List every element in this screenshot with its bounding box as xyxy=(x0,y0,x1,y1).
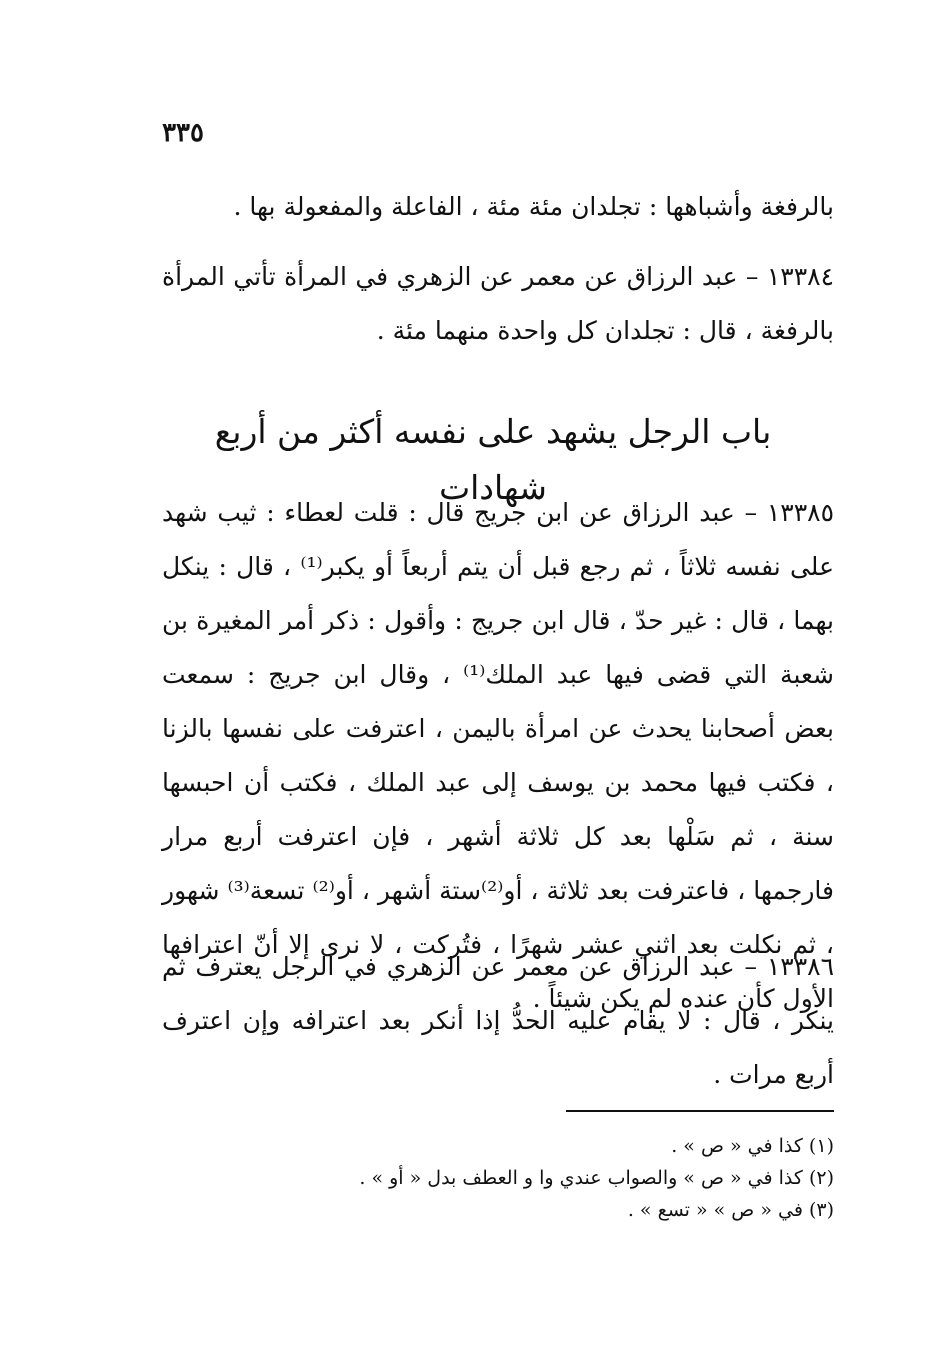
footnote-divider xyxy=(566,1110,834,1112)
footnotes xyxy=(162,1130,834,1226)
footnote-2: (٢) كذا في « ص » والصواب عندي وا و العطف بدل « أو » . xyxy=(359,1167,834,1189)
paragraph-hadith-13385: ١٣٣٨٥ – عبد الرزاق عن ابن جريج قال : قلت لعطاء : ثيب شهد على نفسه ثلاثاً ، ثم رجع قبل أن يتم أربعاً أو يكبر⁽¹⁾ ، قال : ينكل بهما ، قال : غير حدّ ، قال ابن جريج : وأقول : ذكر أمر المغيرة بن شعبة التي قضى فيها عبد الملك⁽¹⁾ ، وقال ابن جريج : سمعت بعض أصحابنا يحدث عن امرأة باليمن ، اعترفت على نفسها بالزنا ، فكتب فيها محمد بن يوسف إلى عبد الملك ، فكتب أن احبسها سنة ، ثم سَلْها بعد كل ثلاثة أشهر ، فإن اعترفت أربع مرار فارجمها ، فاعترفت بعد ثلاثة ، أو⁽²⁾ستة أشهر ، أو⁽²⁾ تسعة⁽³⁾ شهور ، ثم نكلت بعد اثني عشر شهرًا ، فتُركت ، لا نرى إلا أنّ اعترافها الأول كأن عنده لم يكن شيئاً . xyxy=(162,498,834,1013)
paragraph-hadith-13386: ١٣٣٨٦ – عبد الرزاق عن معمر عن الزهري في الرجل يعترف ثم ينكر ، قال : لا يقام عليه الحدُّ إذا أنكر بعد اعترافه وإن اعترف أربع مرات . xyxy=(162,952,834,1089)
footnote-3: (٣) في « ص » « تسع » . xyxy=(627,1199,834,1221)
paragraph-continuation: بالرفغة وأشباهها : تجلدان مئة مئة ، الفاعلة والمفعولة بها . xyxy=(233,192,834,221)
chapter-heading: باب الرجل يشهد على نفسه أكثر من أربع شهادات xyxy=(214,412,772,507)
footnote-1: (١) كذا في « ص » . xyxy=(671,1135,834,1157)
paragraph-hadith-13384: ١٣٣٨٤ – عبد الرزاق عن معمر عن الزهري في المرأة تأتي المرأة بالرفغة ، قال : تجلدان كل واحدة منهما مئة . xyxy=(162,262,834,345)
page-number: ٣٣٥ xyxy=(162,118,204,148)
